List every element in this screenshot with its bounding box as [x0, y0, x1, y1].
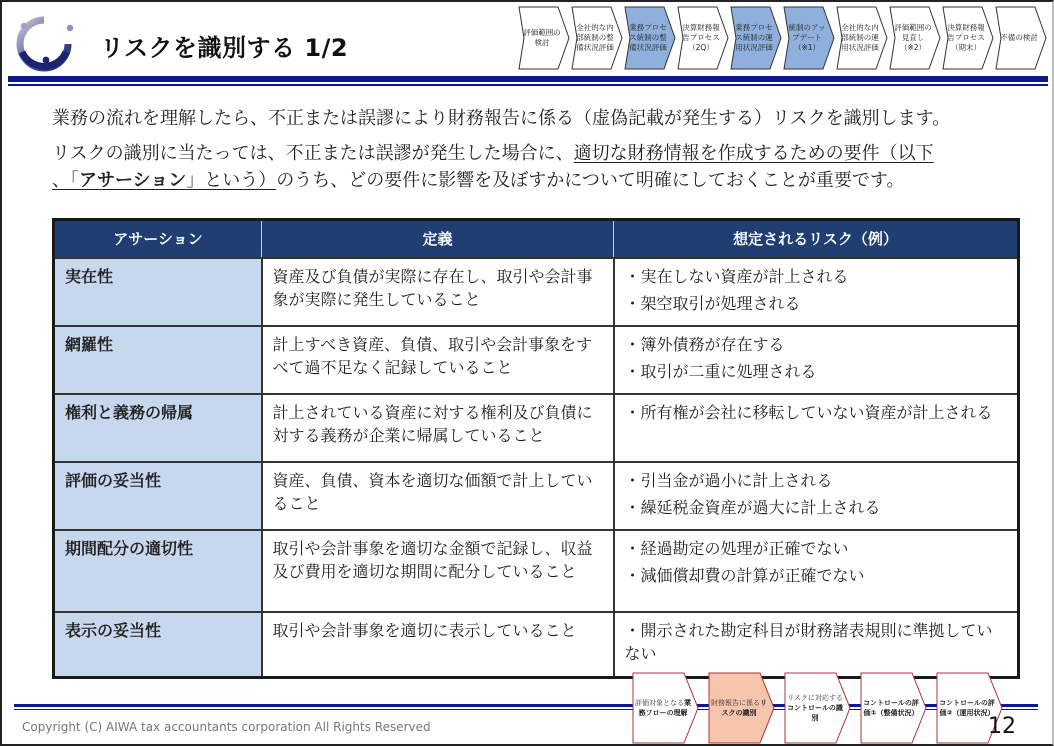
header-rule-thin	[8, 84, 1048, 86]
assertion-definition	[52, 170, 276, 191]
process-steps-bottom	[632, 672, 1004, 744]
page-number: 12	[988, 714, 1016, 739]
process-step	[889, 6, 941, 70]
process-step	[836, 6, 888, 70]
copyright: Copyright (C) AIWA tax accountants corporation All Rights Reserved	[22, 720, 431, 734]
process-step	[624, 6, 676, 70]
definition-cell: 取引や会計事象を適切な金額で記録し、収益及び費用を適切な期間に配分していること	[262, 530, 614, 612]
process-step-label: 評価範囲の検討	[523, 28, 561, 47]
table-row	[54, 326, 1019, 394]
process-step	[783, 6, 835, 70]
flow-step-title: コントロールの評価②（運用状況）	[939, 699, 995, 717]
risk-item: ・開示された勘定科目が財務諸表規則に準拠していない	[624, 620, 993, 663]
table-row	[54, 258, 1019, 326]
col-header-risk: 想定されるリスク（例）	[614, 220, 1019, 258]
definition-cell: 取引や会計事象を適切に表示していること	[262, 612, 614, 678]
risk-item: ・経過勘定の処理が正確でない	[624, 538, 849, 558]
assertion-cell: 網羅性	[54, 326, 262, 394]
col-header-assertion: アサーション	[54, 220, 262, 258]
risk-item: ・引当金が過小に計上される	[624, 470, 833, 490]
definition-cell: 資産及び負債が実際に存在し、取引や会計事象が実際に発生していること	[262, 258, 614, 326]
table-row	[54, 530, 1019, 612]
flow-step	[708, 672, 776, 744]
assertion-cell: 実在性	[54, 258, 262, 326]
definition-cell: 計上すべき資産、負債、取引や会計事象をすべて過不足なく記録していること	[262, 326, 614, 394]
risk-cell	[614, 258, 1019, 326]
process-step-label: 業務プロセス統制の整備状況評価	[629, 23, 667, 52]
flow-step-title: コントロールの評価①（整備状況）	[863, 699, 919, 717]
process-step-label: 全社的な内部統制の運用状況評価	[841, 23, 879, 52]
flow-step	[860, 672, 928, 744]
assertion-term: アサーション	[79, 170, 187, 191]
flow-step-prefix: 財務報告に係る	[711, 699, 760, 707]
process-step	[942, 6, 994, 70]
process-step	[518, 6, 570, 70]
process-step-label: 全社的な内部統制の整備状況評価	[576, 23, 614, 52]
risk-cell	[614, 462, 1019, 530]
intro-line-2-underlined: 適切な財務情報を作成するための要件（以下	[573, 143, 934, 164]
definition-cell: 資産、負債、資本を適切な価額で計上していること	[262, 462, 614, 530]
flow-step-title: コントロールの識別	[787, 704, 843, 722]
assertion-cell: 権利と義務の帰属	[54, 394, 262, 462]
open-bracket: 、「	[52, 170, 79, 191]
process-step-label: 決算財務報告プロセス（2Q）	[682, 23, 720, 52]
intro-text	[52, 106, 1032, 202]
flow-step-label	[710, 672, 768, 744]
risk-item: ・所有権が会社に移転していない資産が計上される	[624, 402, 993, 422]
intro-line-2-text: リスクの識別に当たっては、不正または誤謬が発生した場合に、	[52, 143, 574, 164]
flow-step-prefix: リスクに対応する	[787, 694, 843, 702]
risk-item: ・実在しない資産が計上される	[624, 266, 849, 286]
page-title: リスクを識別する 1/2	[100, 34, 349, 62]
table-row	[54, 394, 1019, 462]
assertion-cell: 評価の妥当性	[54, 462, 262, 530]
intro-line-3-rest: のうち、どの要件に影響を及ぼすかについて明確にしておくことが重要です。	[276, 170, 905, 191]
process-steps-top	[518, 6, 1047, 72]
assertion-table	[52, 218, 1020, 679]
intro-line-1: 業務の流れを理解したら、不正または誤謬により財務報告に係る（虚偽記載が発生する）リスクを識別します。	[52, 108, 951, 129]
table-row	[54, 462, 1019, 530]
definition-cell: 計上されている資産に対する権利及び負債に対する義務が企業に帰属していること	[262, 394, 614, 462]
flow-step-title: 業務フローの理解	[638, 699, 691, 717]
risk-item: ・簿外債務が存在する	[624, 334, 785, 354]
risk-item: ・減価償却費の計算が正確でない	[624, 565, 865, 585]
table-row	[54, 612, 1019, 678]
risk-cell	[614, 394, 1019, 462]
risk-cell	[614, 326, 1019, 394]
table-header-row	[54, 220, 1019, 258]
flow-step-title: リスクの識別	[721, 699, 767, 717]
company-logo-icon	[14, 14, 74, 74]
flow-step	[632, 672, 700, 744]
intro-line-3	[52, 167, 1032, 194]
process-step	[995, 6, 1047, 70]
flow-step-prefix: 評価対象となる	[635, 699, 684, 707]
process-step-label: 業務プロセス統制の運用状況評価	[735, 23, 773, 52]
process-step-label: 評価範囲の見直し（※2）	[894, 23, 932, 52]
process-step-label: 不備の検討	[1000, 33, 1038, 42]
process-step	[730, 6, 782, 70]
process-step-label: 統制のアップデート（※1）	[788, 23, 826, 52]
flow-step-label	[634, 672, 692, 744]
flow-step	[784, 672, 852, 744]
risk-item: ・繰延税金資産が過大に計上される	[624, 497, 881, 517]
intro-line-2	[52, 140, 1032, 167]
risk-item: ・架空取引が処理される	[624, 293, 801, 313]
process-step-label: 決算財務報告プロセス（期末）	[947, 23, 985, 52]
process-step	[571, 6, 623, 70]
header-rule	[8, 76, 1048, 82]
risk-cell	[614, 612, 1019, 678]
risk-cell	[614, 530, 1019, 612]
flow-step-label	[786, 672, 844, 744]
process-step	[677, 6, 729, 70]
close-bracket: 」という）	[186, 170, 277, 191]
flow-step-label	[862, 672, 920, 744]
col-header-definition: 定義	[262, 220, 614, 258]
assertion-cell: 期間配分の適切性	[54, 530, 262, 612]
risk-item: ・取引が二重に処理される	[624, 361, 817, 381]
assertion-cell: 表示の妥当性	[54, 612, 262, 678]
